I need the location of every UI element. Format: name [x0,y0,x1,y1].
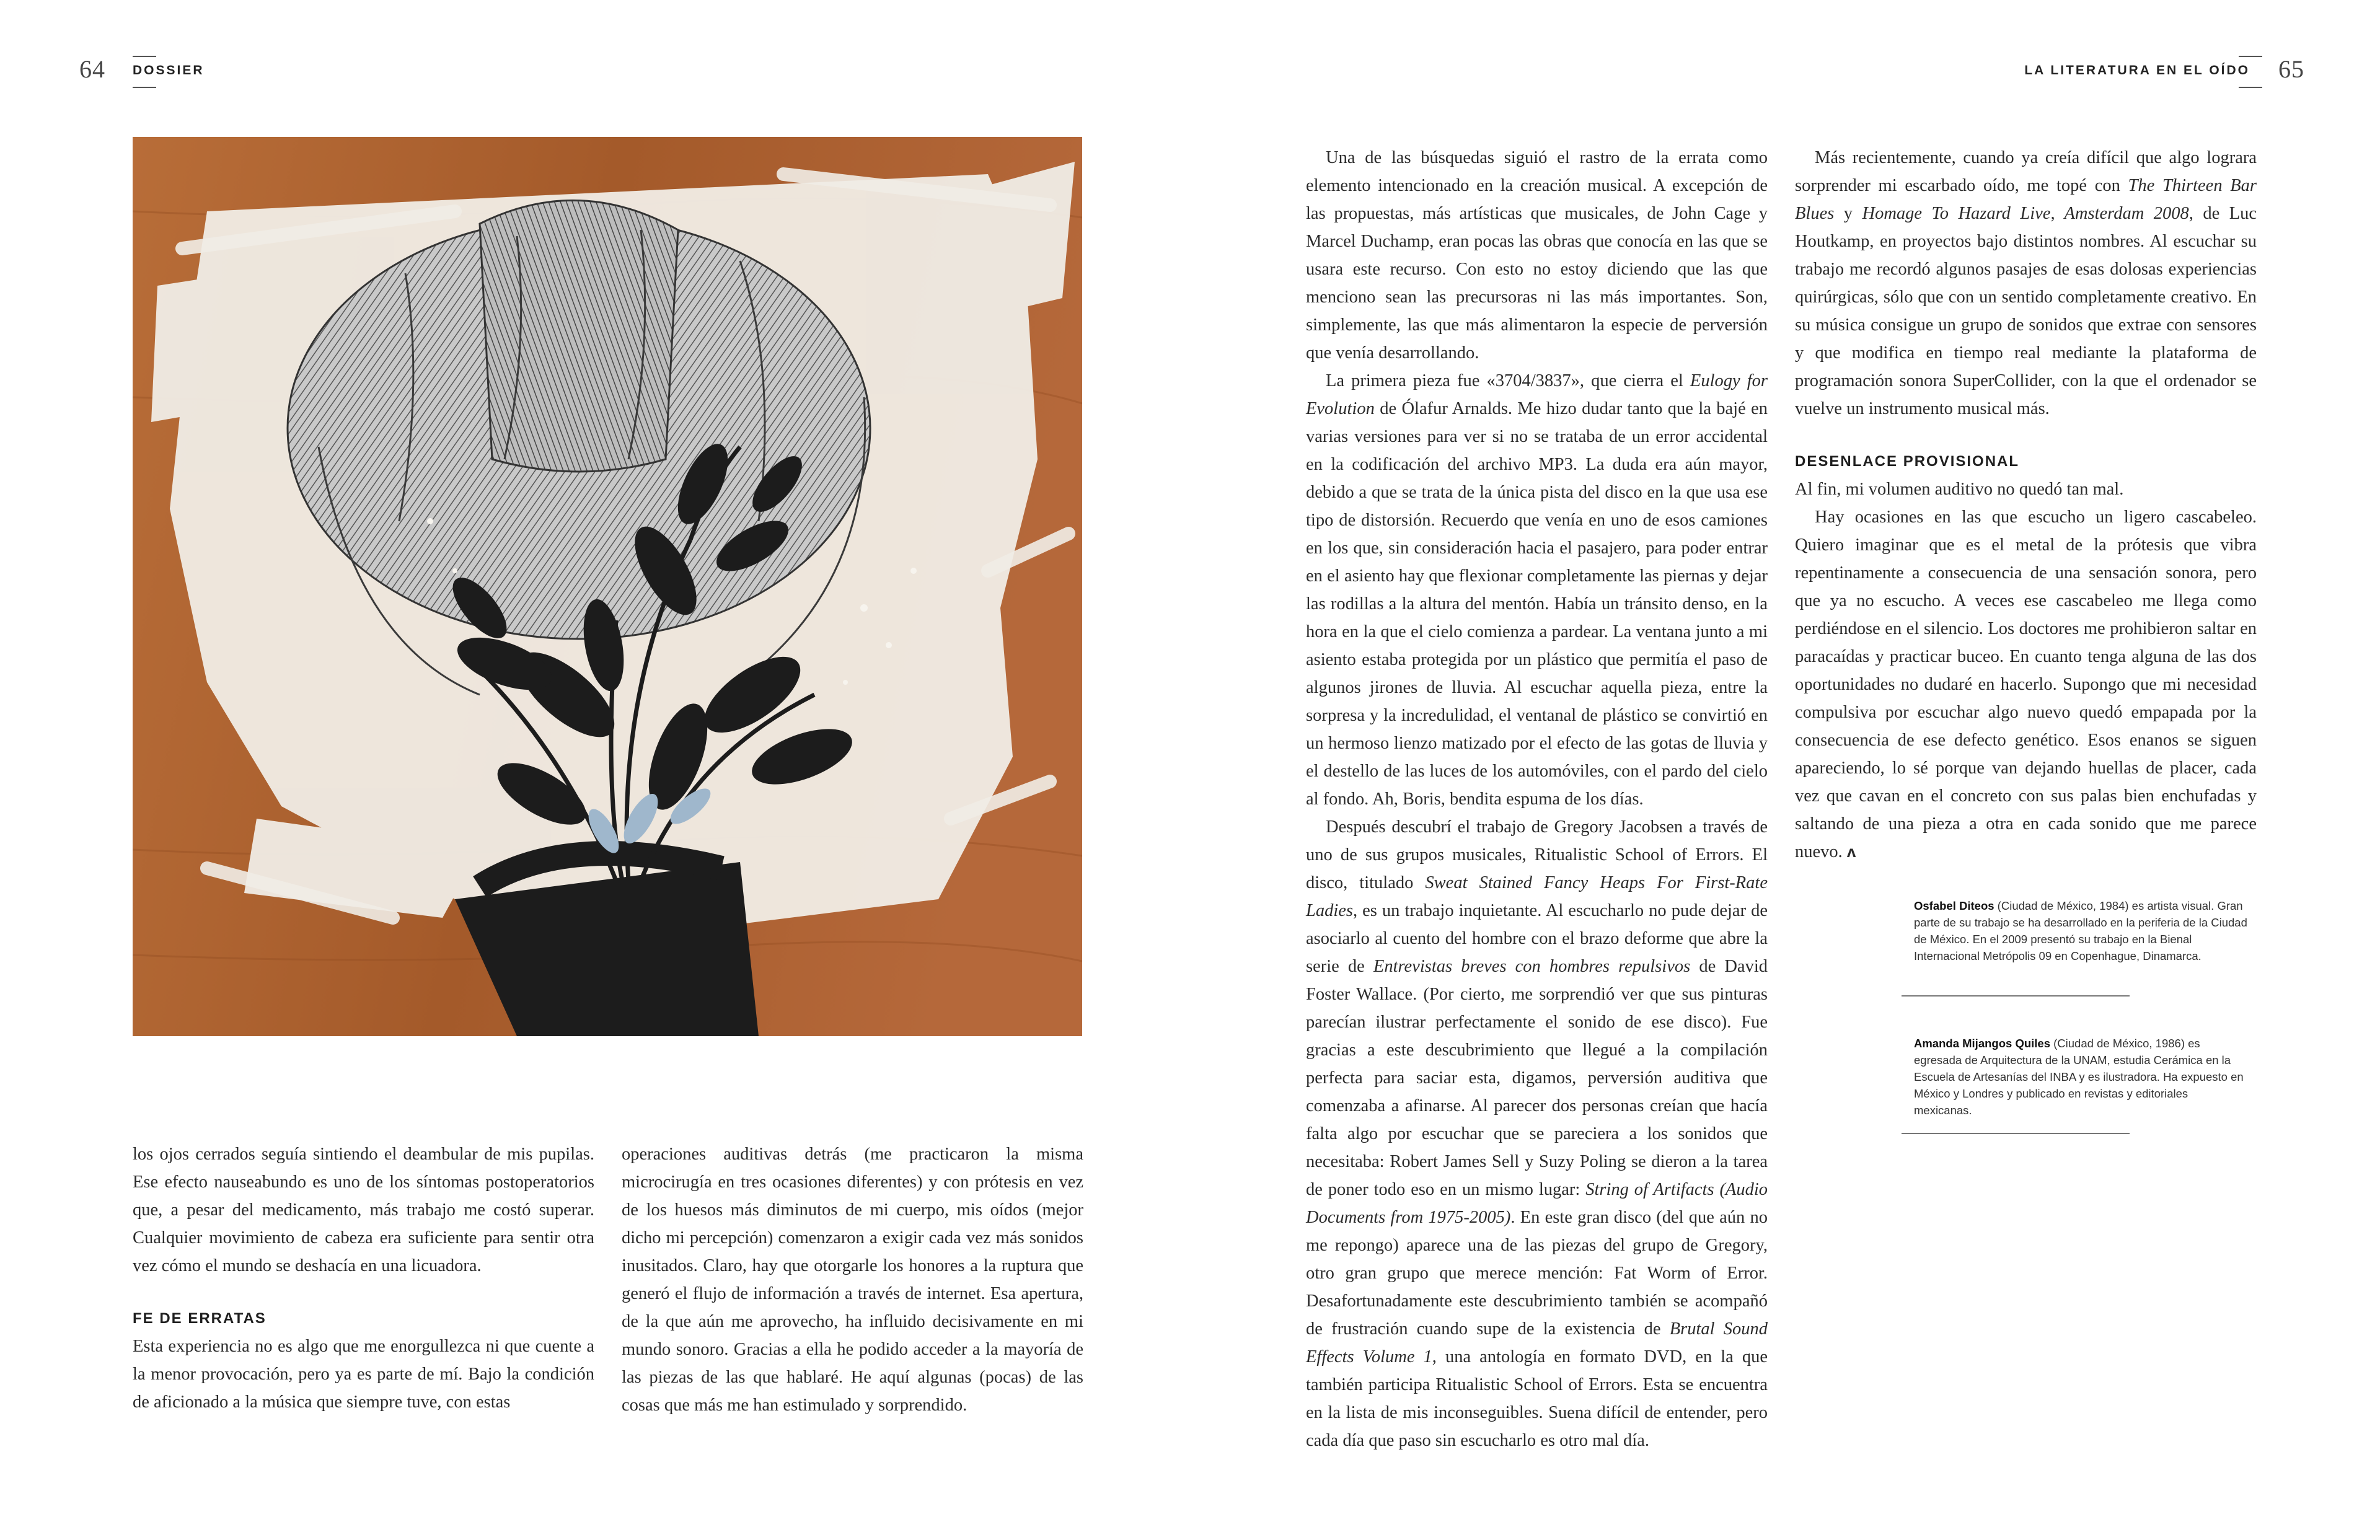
paragraph: operaciones auditivas detrás (me practicaron la misma microcirugía en tres ocasiones diferentes) y con prótesis en vez de los huesos más diminutos de mi cuerpo, mis oídos (mejor dicho mi percepción) comenzaron a exigir cada vez más sonidos inusitados. Claro, hay que otorgarle los honores a la ruptura que generó el flujo de información a través de internet. Esa apertura, de la que aún me aprovecho, ha influido decisivamente en mi mundo sonoro. Gracias a ella he podido acceder a la mayoría de las piezas de las que hablaré. He aquí algunas (pocas) de las cosas que más me han estimulado y sorprendido. [622,1145,1083,1415]
left-column-1 [133,1140,594,1416]
left-header-rule-bottom [133,87,156,88]
left-column-2 [622,1140,1083,1419]
right-column-1 [1306,144,1768,1454]
paragraph: La primera pieza fue «3704/3837», que cierra el Eulogy for Evolution de Ólafur Arnalds. Me hizo dudar tanto que la bajé en varias versiones para ver si no se trataba de un error accidental en la codificación del archivo MP3. La duda era aún mayor, debido a que se trata de la única pista del disco en la que usa ese tipo de distorsión. Recuerdo que venía en uno de esos camiones en los que, sin consideración hacia el pasajero, para poder entrar en el asiento hay que flexionar completamente las piernas y dejar las rodillas a la altura del mentón. Había un tránsito denso, en la hora en la que el cielo comienza a pardear. La ventana junto a mi asiento estaba protegida por un plástico que permitía el paso de algunos jirones de lluvia. Al escuchar aquella pieza, entre la sorpresa y la incredulidad, el ventanal de plástico se convirtió en un hermoso lienzo matizado por el efecto de las gotas de lluvia y el destello de las luces de los automóviles, con el pardo del cielo al fondo. Ah, Boris, bendita espuma de los días. [1306,371,1768,809]
paragraph: Esta experiencia no es algo que me enorgullezca ni que cuente a la menor provocación, pero ya es parte de mí. Bajo la condición de aficionado a la música que siempre tuve, con estas [133,1337,594,1412]
heading-fe-de-erratas: FE DE ERRATAS [133,1310,267,1327]
bio-osfabel-diteos: Osfabel Diteos (Ciudad de México, 1984) es artista visual. Gran parte de su trabajo se ha desarrollado en la periferia de la Ciudad de México. En el 2009 presentó su trabajo en la Bienal Internacional Metrópolis 09 en Copenhague, Dinamarca. [1914,899,2247,962]
left-header-rule-top [133,56,156,57]
bio-amanda-mijangos: Amanda Mijangos Quiles (Ciudad de México, 1986) es egresada de Arquitectura de la UNAM, estudia Cerámica en la Escuela de Artesanías del INBA y es ilustradora. Ha expuesto en México y Londres y publicado en revistas y editoriales mexicanas. [1914,1037,2244,1117]
right-header-rule-top [2239,56,2262,57]
end-mark-icon: ʌ [1846,842,1856,861]
heading-desenlace-provisional: DESENLACE PROVISIONAL [1795,453,2020,470]
right-column-2 [1795,144,2257,866]
right-section-label: LA LITERATURA EN EL OÍDO [2024,63,2250,77]
paragraph: los ojos cerrados seguía sintiendo el deambular de mis pupilas. Ese efecto nauseabundo es uno de los síntomas postoperatorios que, a pesar del medicamento, más trabajo me costó superar. Cualquier movimiento de cabeza era suficiente para sentir otra vez cómo el mundo se deshacía en una licuadora. [133,1145,594,1275]
bio-divider [1902,1133,2130,1134]
left-page-number: 64 [79,55,105,83]
right-header-rule-bottom [2239,87,2262,88]
paragraph: Hay ocasiones en las que escucho un ligero cascabeleo. Quiero imaginar que es el metal de la prótesis que vibra repentinamente a consecuencia de una sensación sonora, pero que ya no escucho. A veces ese cascabeleo me llega como perdiéndose en el silencio. Los doctores me prohibieron saltar en paracaídas y practicar buceo. En cuanto tenga alguna de las dos oportunidades no dudaré en hacerlo. Supongo que mi necesidad compulsiva por escuchar algo nuevo quedó empapada por la consecuencia de ese defecto genético. Esos enanos se siguen apareciendo, lo sé porque van dejando huellas de placer, cada vez que cavan en el concreto con sus palas bien enchufadas y saltando de una pieza a otra en cada sonido que me parece nuevo. ʌ [1795,508,2257,861]
paragraph: Al fin, mi volumen auditivo no quedó tan mal. [1795,480,2124,499]
paragraph: Después descubrí el trabajo de Gregory Jacobsen a través de uno de sus grupos musicales, Ritualistic School of Errors. El disco, titulado Sweat Stained Fancy Heaps For First-Rate Ladies, es un trabajo inquietante. Al escucharlo no pude dejar de asociarlo al cuento del hombre con el brazo deforme que abre la serie de Entrevistas breves con hombres repulsivos de David Foster Wallace. (Por cierto, me sorprendió ver que sus pinturas parecían ilustrar perfectamente el sonido de ese disco). Fue gracias a este descubrimiento que llegué a la compilación perfecta para saciar esta, digamos, perversión auditiva que comenzaba a afinarse. Al parecer dos personas creían que hacía falta algo por escuchar que se pareciera a los sonidos que necesitaba: Robert James Sell y Suzy Poling se dieron a la tarea de poner todo eso en un mismo lugar: String of Artifacts (Audio Documents from 1975-2005). En este gran disco (del que aún no me repongo) aparece una de las piezas del grupo de Gregory, otro gran grupo que merece mención: Fat Worm of Error. Desafortunadamente este descubrimiento también se acompañó de frustración cuando supe de la existencia de Brutal Sound Effects Volume 1, una antología en formato DVD, en la que también participa Ritualistic School of Errors. Esta se encuentra en la lista de mis inconseguibles. Suena difícil de entender, pero cada día que paso sin escucharlo es otro mal día. [1306,817,1768,1450]
paragraph: Más recientemente, cuando ya creía difícil que algo lograra sorprender mi escarbado oído, me topé con The Thirteen Bar Blues y Homage To Hazard Live, Amsterdam 2008, de Luc Houtkamp, en proyectos bajo distintos nombres. Al escuchar su trabajo me recordó algunos pasajes de esas dolosas experiencias quirúrgicas, sólo que con un sentido completamente creativo. En su música consigue un grupo de sonidos que extrae con sensores y que modifica en tiempo real mediante la plataforma de programación sonora SuperCollider, con la que el ordenador se vuelve un instrumento musical más. [1795,148,2257,418]
illustration [133,137,1082,1036]
painted-illustration-icon [133,137,1082,1036]
right-page-number: 65 [2278,55,2304,83]
paragraph: Una de las búsquedas siguió el rastro de la errata como elemento intencionado en la creación musical. A excepción de las propuestas, más artísticas que musicales, de John Cage y Marcel Duchamp, eran pocas las obras que conocía en las que se usara este recurso. Con esto no estoy diciendo que las que menciono sean las precursoras ni las más importantes. Son, simplemente, las que más alimentaron la especie de perversión que venía desarrollando. [1306,148,1768,363]
bio-divider [1902,995,2130,997]
left-section-label: DOSSIER [133,63,205,77]
